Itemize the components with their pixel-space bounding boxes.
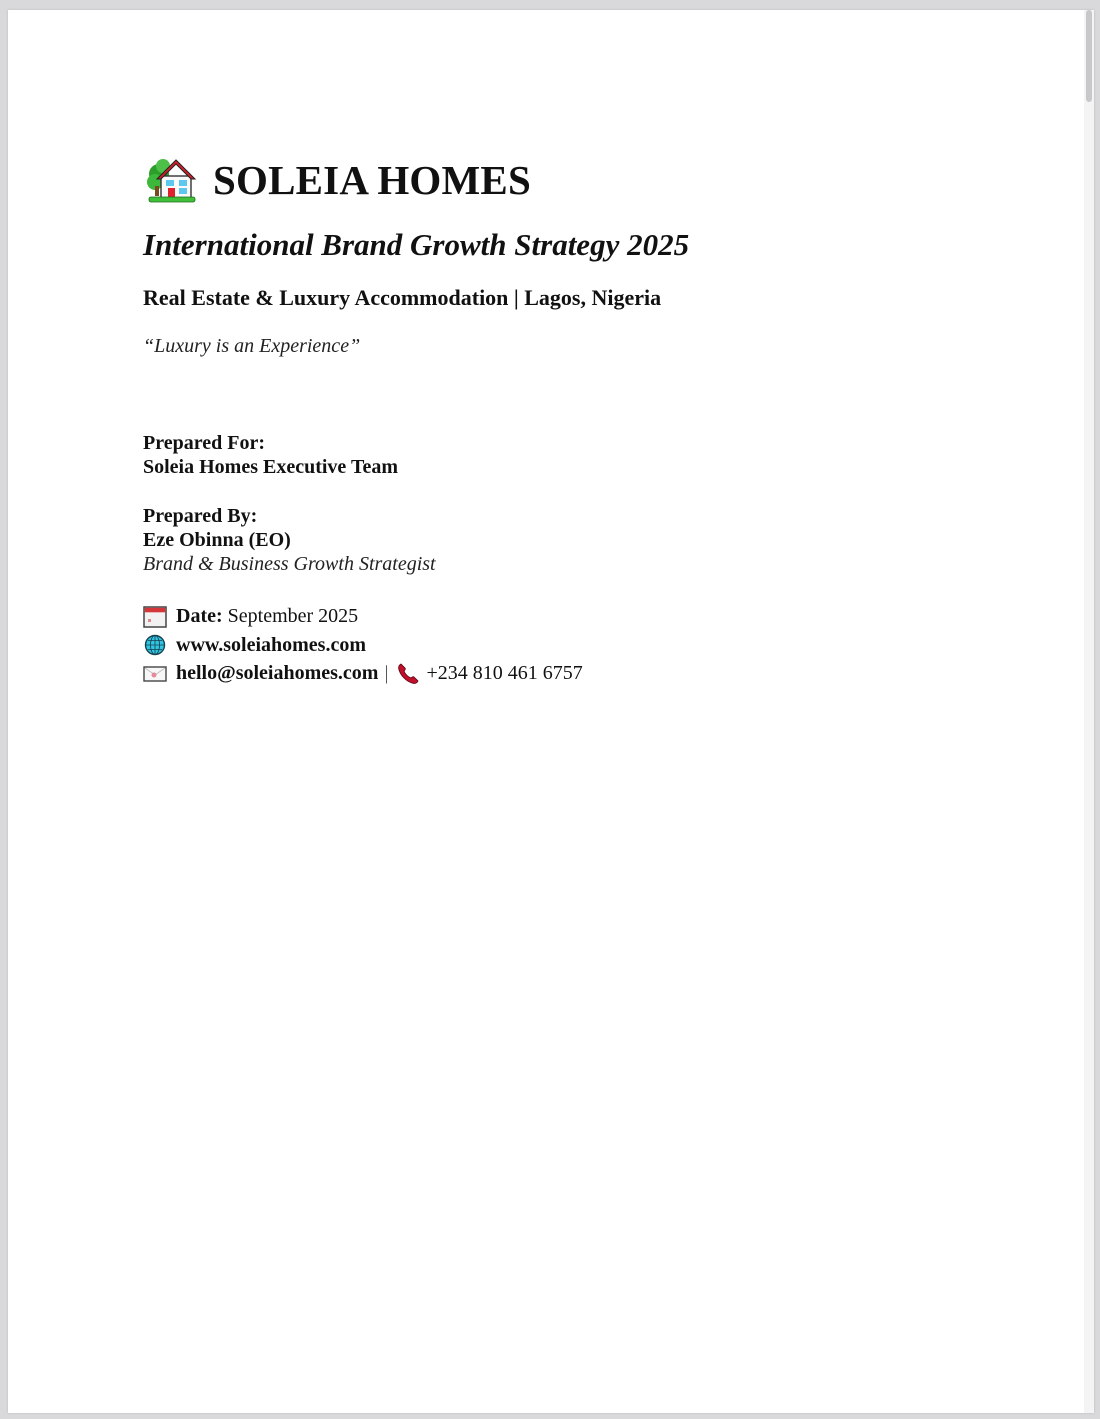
email-link[interactable]: hello@soleiahomes.com xyxy=(176,662,379,685)
scrollbar-thumb[interactable] xyxy=(1086,10,1092,102)
brand-header xyxy=(143,150,943,208)
date-value: September 2025 xyxy=(227,605,359,628)
prepared-for-value: Soleia Homes Executive Team xyxy=(143,456,398,479)
tagline: “Luxury is an Experience” xyxy=(143,335,361,358)
prepared-for-label: Prepared For: xyxy=(143,432,266,455)
email-phone-row xyxy=(143,659,943,688)
cover-content xyxy=(143,150,943,688)
prepared-by-section xyxy=(143,504,943,576)
phone-number[interactable]: +234 810 461 6757 xyxy=(426,662,583,685)
house-with-garden-icon xyxy=(145,152,199,206)
website-link[interactable]: www.soleiahomes.com xyxy=(176,633,366,656)
envelope-icon xyxy=(143,663,167,685)
prepared-by-name: Eze Obinna (EO) xyxy=(143,529,291,552)
globe-icon xyxy=(143,634,167,656)
date-label: Date: xyxy=(176,605,223,628)
prepared-by-label: Prepared By: xyxy=(143,505,258,528)
prepared-by-role: Brand & Business Growth Strategist xyxy=(143,553,436,576)
brand-name: SOLEIA HOMES xyxy=(213,156,531,203)
vertical-scrollbar[interactable] xyxy=(1084,10,1094,1413)
prepared-for-section xyxy=(143,431,943,479)
document-subtitle: Real Estate & Luxury Accommodation | Lagos, Nigeria xyxy=(143,285,662,311)
document-page xyxy=(8,10,1094,1413)
date-row xyxy=(143,602,943,631)
telephone-receiver-icon xyxy=(396,662,420,686)
website-row xyxy=(143,631,943,660)
calendar-icon xyxy=(143,606,167,628)
contact-details xyxy=(143,602,943,688)
document-title: International Brand Growth Strategy 2025 xyxy=(143,227,690,262)
contact-separator: | xyxy=(384,662,389,685)
